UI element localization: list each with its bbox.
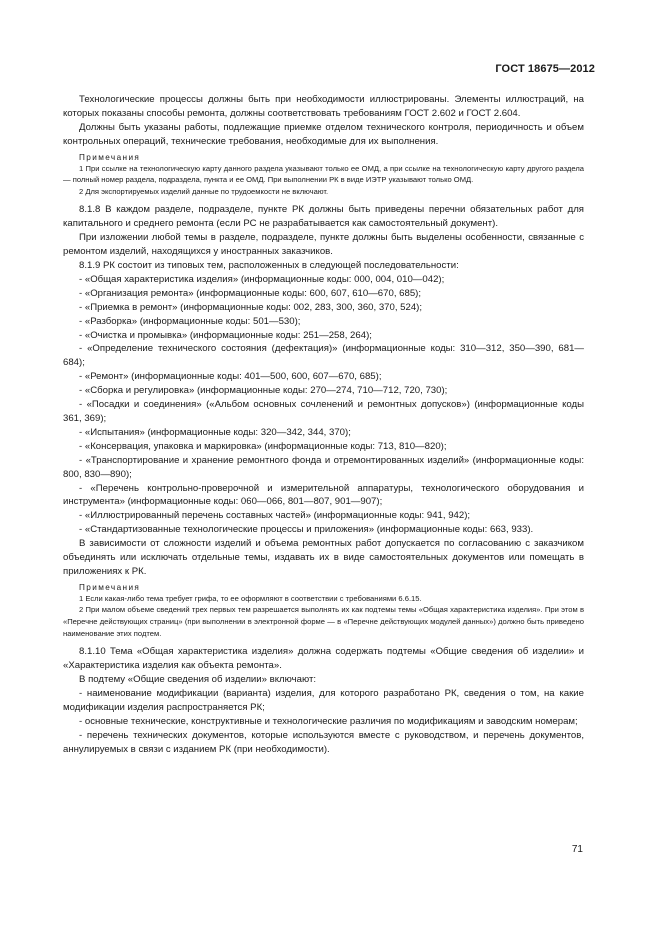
paragraph: 8.1.9 РК состоит из типовых тем, расположенных в следующей последовательности: bbox=[79, 260, 459, 272]
paragraph: В зависимости от сложности изделий и объема ремонтных работ допускается по согласованию с заказчиком объединять или исключать отдельные темы, издавать их в виде самостоятельных документов или помещать в приложениях к РК. bbox=[63, 538, 584, 577]
note-item: 1 При ссылке на технологическую карту данного раздела указывают только ее ОМД, а при ссылке на технологическую карту другого раздела — полный номер раздела, подраздела, пункта и ее ОМД. При выполнении РК в виде ИЭТР указывают только ОМД. bbox=[63, 163, 584, 185]
document-header: ГОСТ 18675—2012 bbox=[495, 63, 595, 75]
list-item: - «Консервация, упаковка и маркировка» (информационные коды: 713, 810—820); bbox=[79, 440, 447, 452]
note-item: 1 Если какая-либо тема требует грифа, то ее оформляют в соответствии с требованиями 6.6.15. bbox=[79, 593, 422, 603]
notes-heading: Примечания bbox=[79, 152, 141, 162]
list-item: - наименование модификации (варианта) изделия, для которого разработано РК, сведения о том, на какие модификации изделия распространяется РК; bbox=[63, 687, 584, 713]
paragraph: При изложении любой темы в разделе, подразделе, пункте должны быть выделены особенности, связанные с ремонтом изделий, находящихся у иностранных заказчиков. bbox=[63, 232, 584, 258]
list-item: - «Иллюстрированный перечень составных частей» (информационные коды: 941, 942); bbox=[79, 510, 471, 522]
list-item: - перечень технических документов, которые используются вместе с руководством, и перечень документов, аннулируемых в связи с изданием РК (при необходимости). bbox=[63, 729, 584, 755]
list-item: - «Транспортирование и хранение ремонтного фонда и отремонтированных изделий» (информационные коды: 800, 830—890); bbox=[63, 454, 584, 480]
note-item: 2 При малом объеме сведений трех первых тем разрешается выполнять их как подтемы темы «Общая характеристика изделия». При этом в «Перечне действующих страниц» (при выполнении в электронной форме — в «Перечне действующих модулей данных») должно быть приведено наименование этих подтем. bbox=[63, 605, 584, 638]
paragraph: Технологические процессы должны быть при необходимости иллюстрированы. Элементы иллюстраций, на которых показаны способы ремонта, должны соответствовать требованиям ГОСТ 2.602 и ГОСТ 2.604. bbox=[63, 94, 584, 119]
page-number: 71 bbox=[571, 844, 583, 855]
paragraph: В подтему «Общие сведения об изделии» включают: bbox=[79, 674, 317, 686]
list-item: - «Перечень контрольно-проверочной и измерительной аппаратуры, технологического оборудования и инструмента» (информационные коды: 060—066, 801—807, 901—907); bbox=[63, 482, 584, 508]
notes-heading: Примечания bbox=[79, 582, 141, 592]
list-item: - «Общая характеристика изделия» (информационные коды: 000, 004, 010—042); bbox=[79, 273, 445, 285]
paragraph: Должны быть указаны работы, подлежащие приемке отделом технического контроля, периодичность и объем контрольных операций, технические требования, необходимые для их выполнения. bbox=[63, 121, 584, 147]
page-content bbox=[63, 93, 584, 757]
list-item: - «Сборка и регулировка» (информационные коды: 270—274, 710—712, 720, 730); bbox=[79, 385, 448, 397]
paragraph: 8.1.10 Тема «Общая характеристика изделия» должна содержать подтемы «Общие сведения об изделии» и «Характеристика изделия как объекта ремонта». bbox=[63, 646, 584, 672]
list-item: - «Организация ремонта» (информационные коды: 600, 607, 610—670, 685); bbox=[79, 287, 422, 299]
list-item: - «Приемка в ремонт» (информационные коды: 002, 283, 300, 360, 370, 524); bbox=[79, 301, 423, 313]
list-item: - «Посадки и соединения» («Альбом основных сочленений и ремонтных допусков») (информационные коды 361, 369); bbox=[63, 399, 584, 424]
list-item: - «Ремонт» (информационные коды: 401—500, 600, 607—670, 685); bbox=[79, 371, 382, 383]
list-item: - «Очистка и промывка» (информационные коды: 251—258, 264); bbox=[79, 329, 372, 341]
list-item: - «Определение технического состояния (дефектация)» (информационные коды: 310—312, 350—390, 681—684); bbox=[63, 343, 584, 369]
list-item: - «Разборка» (информационные коды: 501—530); bbox=[79, 315, 301, 327]
paragraph: 8.1.8 В каждом разделе, подразделе, пункте РК должны быть приведены перечни обязательных работ для капитального и среднего ремонта (если РС не разрабатывается как самостоятельный документ). bbox=[63, 204, 584, 230]
list-item: - основные технические, конструктивные и технологические различия по модификациям и заводским номерам; bbox=[79, 715, 578, 727]
list-item: - «Испытания» (информационные коды: 320—342, 344, 370); bbox=[79, 426, 351, 438]
note-item: 2 Для экспортируемых изделий данные по трудоемкости не включают. bbox=[79, 186, 329, 196]
list-item: - «Стандартизованные технологические процессы и приложения» (информационные коды: 663, 933). bbox=[79, 524, 534, 536]
